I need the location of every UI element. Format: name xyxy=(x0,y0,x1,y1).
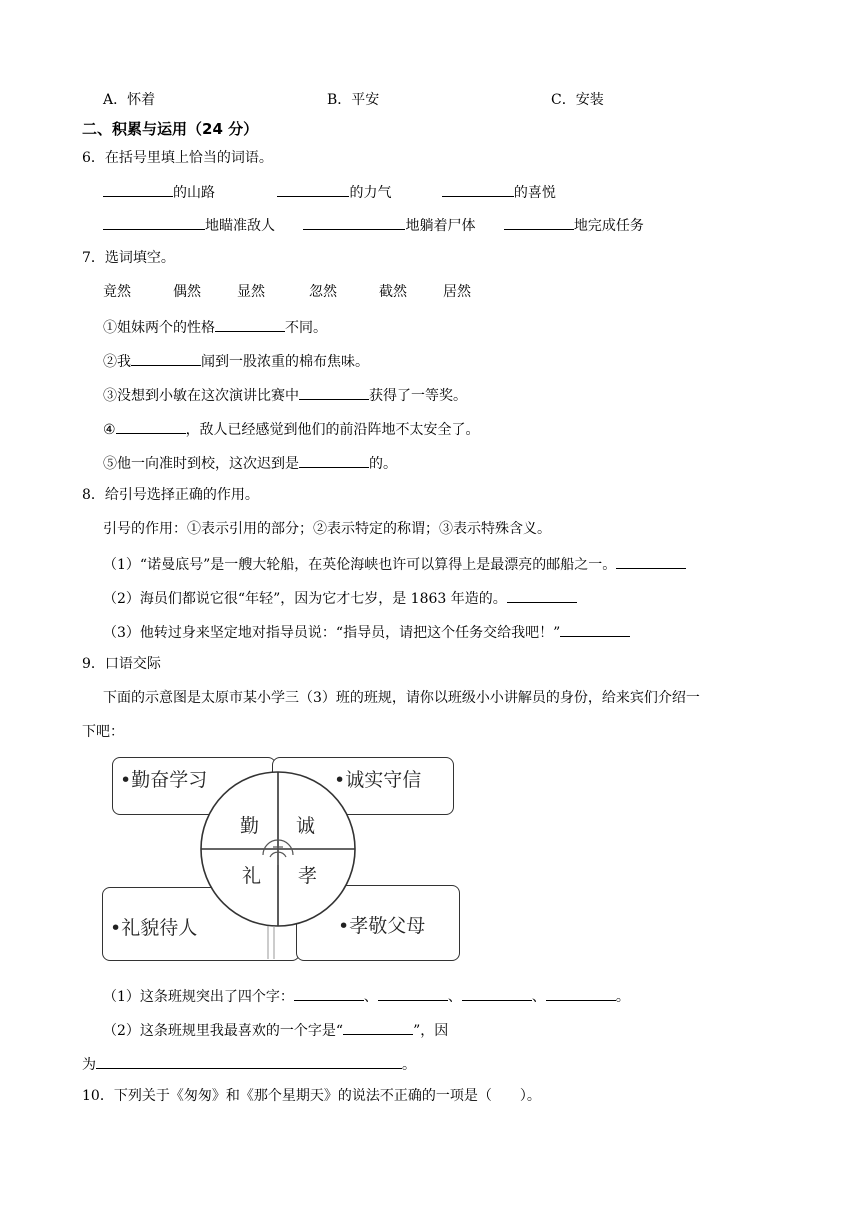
option-a: A．怀着 xyxy=(103,92,156,108)
answer-blank[interactable] xyxy=(116,418,186,434)
q6-phrase: 地瞄准敌人 xyxy=(205,218,275,234)
rules-wheel xyxy=(100,755,462,967)
q7-word-bank xyxy=(103,282,471,302)
q8-item xyxy=(103,621,630,643)
q9-stem: 9．口语交际 xyxy=(82,656,161,672)
q9-sub2-cont xyxy=(82,1053,416,1075)
q8-stem: 8．给引号选择正确的作用。 xyxy=(82,487,259,503)
answer-blank[interactable] xyxy=(504,214,574,230)
answer-blank[interactable] xyxy=(96,1053,402,1069)
word-option: 居然 xyxy=(443,284,471,300)
separator: 、 xyxy=(531,989,546,1005)
answer-blank[interactable] xyxy=(131,350,201,366)
q7-item-text: ①姐妹两个的性格 xyxy=(103,320,215,336)
q6-phrase: 地躺着尸体 xyxy=(405,218,476,234)
q9-sub-text: ”，因 xyxy=(413,1023,449,1039)
q7-item-text: ②我 xyxy=(103,354,131,370)
q7-item xyxy=(103,384,467,406)
q7-stem: 7．选词填空。 xyxy=(82,250,175,266)
q7-item-text: ④ xyxy=(103,422,116,438)
q9-sub-text: 为 xyxy=(82,1057,96,1073)
q7-item xyxy=(103,452,397,474)
wheel-char: 勤 xyxy=(240,815,260,837)
q7-item-text: 的。 xyxy=(369,456,397,472)
answer-blank[interactable] xyxy=(299,384,369,400)
period: 。 xyxy=(402,1057,416,1073)
option-b: B．平安 xyxy=(327,92,380,108)
option-c: C．安装 xyxy=(551,92,604,108)
class-rules-diagram xyxy=(100,755,462,967)
q7-item xyxy=(103,418,480,440)
answer-blank[interactable] xyxy=(616,553,686,569)
word-option: 忽然 xyxy=(309,284,337,300)
word-option: 截然 xyxy=(379,284,407,300)
q9-sub-text: （1）这条班规突出了四个字： xyxy=(103,989,294,1005)
q8-item xyxy=(103,553,686,575)
q6-phrase: 的力气 xyxy=(349,185,392,201)
q6-stem: 6．在括号里填上恰当的词语。 xyxy=(82,150,273,166)
answer-blank[interactable] xyxy=(294,985,364,1001)
q8-item-text: （3）他转过身来坚定地对指导员说：“指导员，请把这个任务交给我吧！” xyxy=(103,625,561,641)
q9-paragraph: 下吧： xyxy=(82,724,124,740)
answer-blank[interactable] xyxy=(277,181,349,197)
answer-blank[interactable] xyxy=(462,985,532,1001)
answer-blank[interactable] xyxy=(299,452,369,468)
answer-blank[interactable] xyxy=(303,214,405,230)
q9-paragraph: 下面的示意图是太原市某小学三（3）班的班规，请你以班级小小讲解员的身份，给来宾们介绍一 xyxy=(103,690,700,706)
q10-stem: 10．下列关于《匆匆》和《那个星期天》的说法不正确的一项是（ ）。 xyxy=(82,1088,541,1104)
answer-blank[interactable] xyxy=(560,621,630,637)
q6-row2 xyxy=(103,214,644,236)
word-option: 竟然 xyxy=(103,284,131,300)
q7-item-text: ⑤他一向准时到校，这次迟到是 xyxy=(103,456,299,472)
q7-item-text: 不同。 xyxy=(285,320,327,336)
separator: 、 xyxy=(363,989,378,1005)
answer-blank[interactable] xyxy=(103,214,205,230)
q8-item-text: （2）海员们都说它很“年轻”，因为它才七岁，是 1863 年造的。 xyxy=(103,591,507,607)
period: 。 xyxy=(615,989,630,1005)
section-title: 二、积累与运用（24 分） xyxy=(82,120,259,138)
q8-item xyxy=(103,587,577,609)
answer-blank[interactable] xyxy=(215,316,285,332)
q7-item xyxy=(103,316,327,338)
wheel-char: 诚 xyxy=(296,815,316,837)
q6-phrase: 的喜悦 xyxy=(513,185,556,201)
separator: 、 xyxy=(447,989,462,1005)
wheel-char: 礼 xyxy=(242,865,262,887)
rule-label: •孝敬父母 xyxy=(338,915,426,937)
answer-blank[interactable] xyxy=(378,985,448,1001)
q7-item-text: ，敌人已经感觉到他们的前沿阵地不太安全了。 xyxy=(185,422,480,438)
q9-sub1 xyxy=(103,985,630,1007)
rule-label: •诚实守信 xyxy=(334,769,422,791)
q7-item xyxy=(103,350,369,372)
rule-label: •礼貌待人 xyxy=(110,917,198,939)
answer-blank[interactable] xyxy=(103,181,173,197)
word-option: 显然 xyxy=(237,284,265,300)
answer-blank[interactable] xyxy=(507,587,577,603)
q6-phrase: 的山路 xyxy=(173,185,215,201)
q7-item-text: 闻到一股浓重的棉布焦味。 xyxy=(201,354,369,370)
q8-note: 引号的作用：①表示引用的部分；②表示特定的称谓；③表示特殊含义。 xyxy=(103,521,551,537)
answer-blank[interactable] xyxy=(343,1019,413,1035)
q7-item-text: 获得了一等奖。 xyxy=(369,388,467,404)
q7-item-text: ③没想到小敏在这次演讲比赛中 xyxy=(103,388,299,404)
q9-sub-text: （2）这条班规里我最喜欢的一个字是“ xyxy=(103,1023,344,1039)
answer-blank[interactable] xyxy=(442,181,514,197)
q6-phrase: 地完成任务 xyxy=(573,218,644,234)
q8-item-text: （1）“诺曼底号”是一艘大轮船，在英伦海峡也许可以算得上是最漂亮的邮船之一。 xyxy=(103,557,617,573)
rule-label: •勤奋学习 xyxy=(120,769,208,791)
q9-sub2 xyxy=(103,1019,448,1041)
word-option: 偶然 xyxy=(173,284,201,300)
wheel-char: 孝 xyxy=(298,865,318,887)
answer-blank[interactable] xyxy=(546,985,616,1001)
q6-row1 xyxy=(103,181,556,203)
